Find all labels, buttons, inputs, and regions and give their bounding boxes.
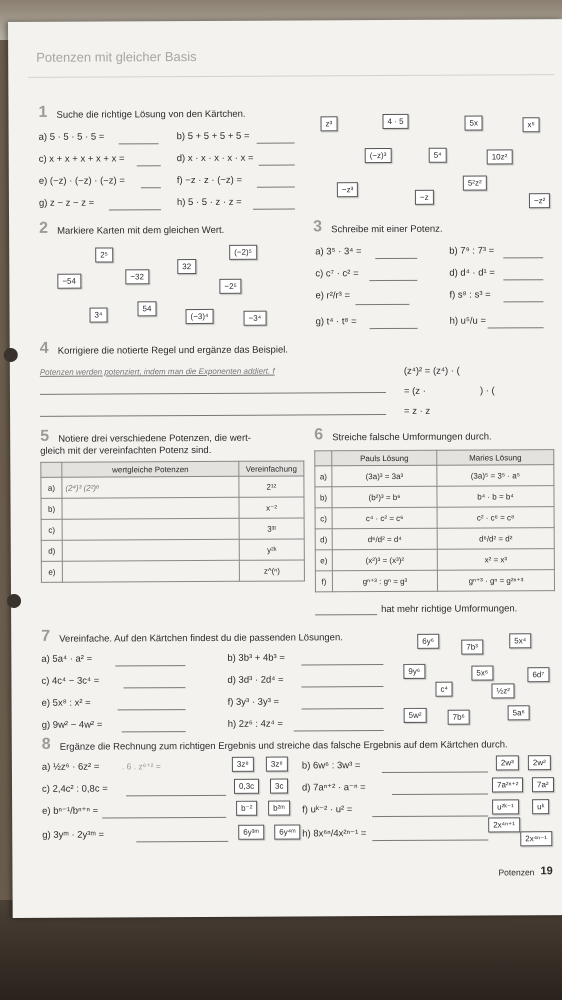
table-row: a) (2⁴)³ (2²)⁶ 2¹² <box>41 476 304 498</box>
answer-line[interactable] <box>40 414 386 417</box>
solution-card[interactable]: −z <box>415 190 434 205</box>
value-card[interactable]: 32 <box>177 259 196 274</box>
solution-card[interactable]: 5x⁴ <box>509 633 531 648</box>
ex4-title: Korrigiere die notierte Regel und ergänze das Beispiel. <box>57 344 289 357</box>
ex8-item: f) uᵏ⁻² · u² = <box>302 804 353 816</box>
table-row: c) c⁴ · c² = c⁶ c² · c⁶ = c⁸ <box>315 507 554 529</box>
value-card[interactable]: −54 <box>57 274 81 289</box>
ex3-item: h) u⁵/u = <box>449 315 487 327</box>
answer-line[interactable] <box>375 258 417 259</box>
column-header: Maries Lösung <box>437 450 554 466</box>
solution-card[interactable]: −z³ <box>337 182 358 197</box>
result-card[interactable]: u²ᵏ⁻¹ <box>492 799 519 814</box>
ex1-item: e) (−z) · (−z) · (−z) = <box>38 175 125 187</box>
table-row: b) (b²)³ = b⁶ b⁴ · b = b⁴ <box>315 486 554 508</box>
solution-card[interactable]: 5²z² <box>463 175 487 190</box>
ex7-item: e) 5x⁸ : x² = <box>41 697 91 709</box>
ex1-item: f) −z · z · (−z) = <box>176 174 243 187</box>
ex1-item: d) x · x · x · x · x = <box>176 152 254 165</box>
value-card[interactable]: −2⁵ <box>219 279 242 294</box>
ex1-item: b) 5 + 5 + 5 + 5 = <box>176 130 250 143</box>
page-title: Potenzen mit gleicher Basis <box>36 49 197 65</box>
ex2-number: 2 <box>39 219 49 237</box>
answer-line[interactable] <box>372 815 488 817</box>
result-card[interactable]: b²ᵐ <box>268 801 290 816</box>
table-row: c) 3³ᵗ <box>41 518 304 540</box>
answer-line[interactable] <box>119 143 159 144</box>
answer-line[interactable] <box>488 327 544 328</box>
ex6-number: 6 <box>314 426 324 444</box>
ex6-answer-text: hat mehr richtige Umformungen. <box>381 603 518 616</box>
ex7-item: b) 3b³ + 4b³ = <box>227 652 285 664</box>
ex3-number: 3 <box>313 218 323 236</box>
answer-cell[interactable]: (2⁴)³ (2²)⁶ <box>62 476 239 498</box>
solution-card[interactable]: 5w² <box>404 708 427 723</box>
answer-line[interactable] <box>115 665 185 666</box>
solution-card[interactable]: 4 · 5 <box>382 114 408 129</box>
answer-line[interactable] <box>40 392 386 395</box>
answer-line[interactable] <box>137 165 161 166</box>
ex3-item: d) d⁴ · d¹ = <box>449 267 495 279</box>
answer-cell[interactable] <box>62 539 239 561</box>
ex1-item: c) x + x + x + x + x = <box>38 153 125 165</box>
ex4-example: (z⁴)² = (z⁴) · ( <box>403 365 460 377</box>
ex8-item: h) 8x⁶ⁿ/4x²ⁿ⁻¹ = <box>302 828 367 840</box>
transformation-cell[interactable]: c² · c⁶ = c⁸ <box>437 507 554 529</box>
transformation-cell[interactable]: (3a)³ = 3a³ <box>332 465 437 487</box>
solution-card[interactable]: 5a⁶ <box>508 705 530 720</box>
transformation-cell[interactable]: (b²)³ = b⁶ <box>332 486 437 508</box>
binder-hole <box>7 594 21 608</box>
ex8-handwritten: . 6 . z⁶⁺² = <box>121 761 161 772</box>
transformation-cell[interactable]: (x²)³ = (x³)² <box>332 549 437 571</box>
ex7-item: c) 4c⁴ − 3c⁴ = <box>41 675 100 687</box>
solution-card[interactable]: 5x <box>464 116 483 131</box>
value-card[interactable]: −3⁴ <box>244 311 267 326</box>
answer-line[interactable] <box>141 187 161 188</box>
result-card[interactable]: 2w² <box>528 755 551 770</box>
answer-cell[interactable] <box>62 560 239 582</box>
ex7-item: f) 3y³ · 3y³ = <box>227 696 280 708</box>
ex6-title: Streiche falsche Umformungen durch. <box>332 431 492 444</box>
solution-card[interactable]: 5x⁶ <box>471 665 493 680</box>
transformation-cell[interactable]: b⁴ · b = b⁴ <box>437 486 554 508</box>
result-card[interactable]: b⁻² <box>236 801 257 816</box>
solution-card[interactable]: c⁴ <box>435 682 453 697</box>
solution-card[interactable]: 6y⁶ <box>417 634 439 649</box>
result-card[interactable]: 2x⁴ⁿ⁻¹ <box>520 831 552 846</box>
value-card[interactable]: (−3)⁴ <box>186 309 214 324</box>
ex8-number: 8 <box>41 735 51 753</box>
ex7-item: h) 2z⁶ : 4z⁴ = <box>227 718 283 730</box>
result-card[interactable]: 3z⁸ <box>266 757 288 772</box>
result-card[interactable]: 3z⁸ <box>232 757 254 772</box>
ex6-table <box>314 449 555 592</box>
answer-line[interactable] <box>109 209 161 210</box>
result-card[interactable]: 3c <box>270 779 289 794</box>
answer-line[interactable] <box>382 771 488 773</box>
value-card[interactable]: 2⁵ <box>95 247 113 262</box>
answer-line[interactable] <box>259 165 295 166</box>
answer-line[interactable] <box>302 708 384 709</box>
answer-line[interactable] <box>370 328 418 329</box>
result-card[interactable]: uᵏ <box>532 799 549 814</box>
ex8-item: d) 7aⁿ⁺² · a⁻ⁿ = <box>301 782 366 794</box>
result-card[interactable]: 7a²ⁿ⁺² <box>492 777 523 792</box>
result-card[interactable]: 0,3c <box>234 779 259 794</box>
answer-line[interactable] <box>118 709 186 710</box>
result-card[interactable]: 2w³ <box>496 755 519 770</box>
ex7-title: Vereinfache. Auf den Kärtchen findest du die passenden Lösungen. <box>59 632 343 645</box>
column-header: Pauls Lösung <box>332 450 437 466</box>
transformation-cell[interactable]: gⁿ⁺³ · gⁿ = g²ⁿ⁺³ <box>437 570 554 592</box>
table-row: e) (x²)³ = (x³)² x² = x³ <box>315 549 554 571</box>
table-row: d) y²ᵏ <box>41 539 304 561</box>
value-card[interactable]: −32 <box>125 269 149 284</box>
transformation-cell[interactable]: (3a)⁵ = 3⁵ · a⁵ <box>437 465 554 487</box>
answer-line[interactable] <box>369 280 417 281</box>
ex7-item: d) 3d³ · 2d⁴ = <box>227 674 284 686</box>
result-card[interactable]: 6y⁴ᵐ <box>274 824 301 839</box>
table-row: e) z^(ⁿ) <box>41 560 304 582</box>
answer-line[interactable] <box>126 795 226 797</box>
answer-line[interactable] <box>503 301 543 302</box>
table-row: a) (3a)³ = 3a³ (3a)⁵ = 3⁵ · a⁵ <box>315 465 554 487</box>
ex5-title-2: gleich mit der vereinfachten Potenz sind. <box>40 444 212 457</box>
result-card[interactable]: 6y³ᵐ <box>238 825 264 840</box>
solution-card[interactable]: 7b⁶ <box>448 710 470 725</box>
solution-card[interactable]: x⁵ <box>523 117 540 132</box>
ex3-item: a) 3⁵ · 3⁴ = <box>315 246 362 258</box>
answer-line[interactable] <box>257 187 295 188</box>
ex8-item: a) ½z⁶ · 6z² = <box>41 761 100 773</box>
answer-cell[interactable] <box>62 497 239 519</box>
answer-line[interactable] <box>315 614 377 615</box>
table-row: d) d⁶/d² = d⁴ d⁶/d² = d² <box>315 528 554 550</box>
ex7-number: 7 <box>41 627 51 645</box>
title-divider <box>28 74 554 78</box>
answer-line[interactable] <box>136 841 228 842</box>
ex4-example: ) · ( <box>479 385 495 397</box>
ex1-number: 1 <box>38 103 48 121</box>
ex3-item: e) r²/r³ = <box>315 290 351 302</box>
answer-line[interactable] <box>122 731 186 732</box>
binder-hole <box>4 348 18 362</box>
ex8-item: g) 3yᵐ · 2y³ᵐ = <box>42 829 105 841</box>
table-row: b) x⁻² <box>41 497 304 519</box>
answer-line[interactable] <box>123 687 185 688</box>
ex5-title: Notiere drei verschiedene Potenzen, die wert- <box>58 432 251 445</box>
transformation-cell[interactable]: x² = x³ <box>437 549 554 571</box>
ex4-example: = (z · <box>403 385 426 397</box>
answer-line[interactable] <box>294 730 384 731</box>
ex1-title: Suche die richtige Lösung von den Kärtchen. <box>56 108 246 121</box>
transformation-cell[interactable]: c⁴ · c² = c⁶ <box>332 507 437 529</box>
solution-card[interactable]: 10z² <box>487 149 513 164</box>
answer-cell[interactable] <box>62 518 239 540</box>
value-card[interactable]: (−2)⁵ <box>229 245 257 260</box>
answer-line[interactable] <box>503 279 543 280</box>
answer-line[interactable] <box>301 686 383 687</box>
ex3-item: b) 7⁹ : 7³ = <box>449 245 495 257</box>
answer-line[interactable] <box>392 793 488 795</box>
ex7-item: g) 9w² − 4w² = <box>41 719 103 731</box>
transformation-cell[interactable]: d⁶/d² = d² <box>437 528 554 550</box>
value-card[interactable]: 54 <box>137 301 156 316</box>
answer-line[interactable] <box>355 304 409 305</box>
solution-card[interactable]: 5⁴ <box>429 148 447 163</box>
transformation-cell[interactable]: d⁶/d² = d⁴ <box>332 528 437 550</box>
ex8-item: c) 2,4c² : 0,8c = <box>41 783 108 795</box>
ex3-item: f) s⁸ : s³ = <box>449 289 491 301</box>
ex7-item: a) 5a⁴ · a² = <box>41 653 93 665</box>
ex4-example: = z · z <box>404 405 431 417</box>
answer-line[interactable] <box>503 257 543 258</box>
result-card[interactable]: 2x⁴ⁿ⁺¹ <box>488 817 520 832</box>
ex4-number: 4 <box>39 339 49 357</box>
table-row: f) gⁿ⁺³ : gⁿ = g³ gⁿ⁺³ · gⁿ = g²ⁿ⁺³ <box>315 570 554 592</box>
ex5-number: 5 <box>40 427 50 445</box>
solution-card[interactable]: z³ <box>320 116 337 131</box>
ex5-table <box>40 460 305 582</box>
solution-card[interactable]: −z² <box>529 193 550 208</box>
solution-card[interactable]: 7b³ <box>461 640 483 655</box>
solution-card[interactable]: 9y⁶ <box>403 664 425 679</box>
ex3-title: Schreibe mit einer Potenz. <box>331 223 443 236</box>
handwritten-rule: Potenzen werden potenziert, indem man die Exponenten addiert. f <box>39 366 275 377</box>
ex8-item: e) bⁿ⁻¹/bⁿ⁺ⁿ = <box>42 805 99 817</box>
page-number: 19 <box>540 865 553 878</box>
result-card[interactable]: 7a² <box>532 777 554 792</box>
footer-label: Potenzen <box>498 867 535 878</box>
solution-card[interactable]: 6d⁷ <box>527 667 549 682</box>
column-header: wertgleiche Potenzen <box>62 461 239 477</box>
answer-line[interactable] <box>102 817 226 819</box>
worksheet-page <box>8 19 562 918</box>
ex2-title: Markiere Karten mit dem gleichen Wert. <box>57 224 225 237</box>
ex3-item: g) t⁴ · t⁸ = <box>315 316 357 328</box>
answer-line[interactable] <box>372 839 488 841</box>
solution-card[interactable]: (−z)³ <box>365 148 392 163</box>
ex1-item: a) 5 · 5 · 5 · 5 = <box>38 131 105 143</box>
ex8-item: b) 6w⁶ : 3w³ = <box>301 760 361 772</box>
column-header: Vereinfachung <box>239 461 304 476</box>
answer-line[interactable] <box>253 208 295 209</box>
answer-line[interactable] <box>301 664 383 665</box>
ex3-item: c) c⁷ · c² = <box>315 268 359 280</box>
ex8-title: Ergänze die Rechnung zum richtigen Ergebnis und streiche das falsche Ergebnis auf dem Kärtchen durch. <box>59 739 508 753</box>
answer-line[interactable] <box>257 143 295 144</box>
transformation-cell[interactable]: gⁿ⁺³ : gⁿ = g³ <box>332 570 437 592</box>
ex1-item: g) z − z − z = <box>38 197 95 209</box>
solution-card[interactable]: ½z² <box>491 683 514 698</box>
value-card[interactable]: 3⁴ <box>89 307 107 322</box>
ex1-item: h) 5 · 5 · z · z = <box>176 196 242 209</box>
